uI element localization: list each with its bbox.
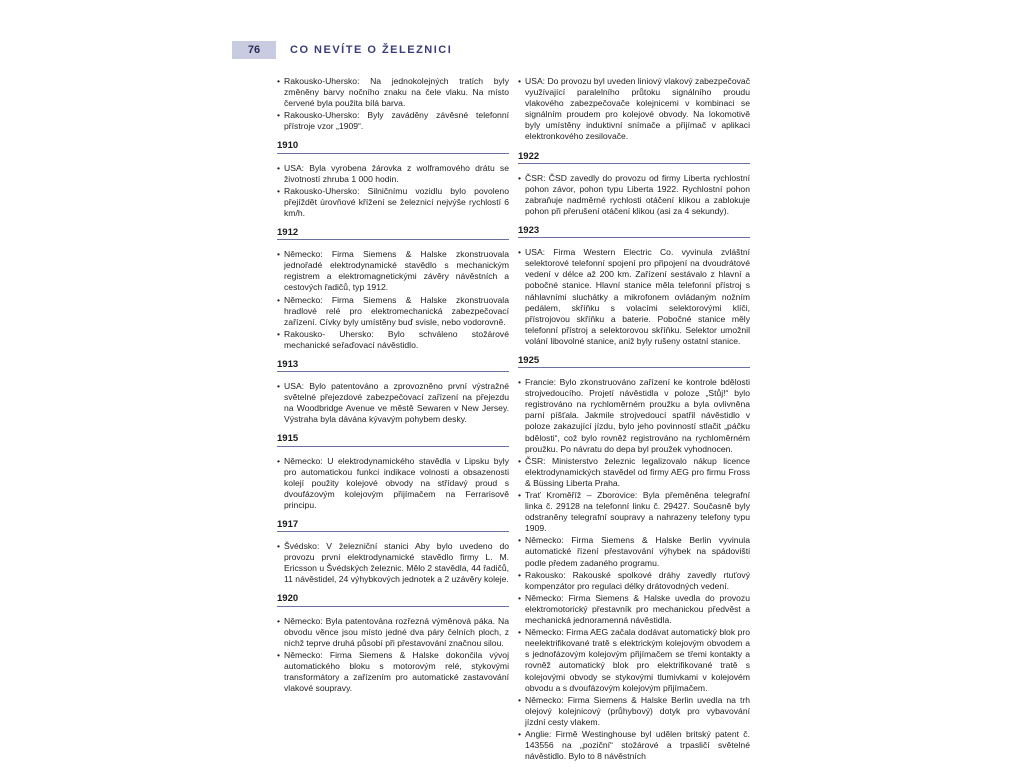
entry-list (277, 249, 509, 351)
year-section (277, 519, 509, 585)
entry-item (518, 627, 750, 694)
entry-text: • USA: Firma Western Electric Co. vyvinula zvláštní selektorové telefonní spojení pro připojení na dvoudrátové vedení v délce až 200 km. Zařízení sestávalo z hlavní a pobočné stanice. Hlavní stanice měla telefonní přístroj s náhlavními sluchátky a mikrofonem ovládaným nožním pedálem, skříňku s volacími selektorovými klíči, přístrojovou skříňku a baterie. Pobočné stanice měly telefonní přístroj a selektorovou skříňku. Selektor umožnil volání libovolné stanice, aniž byly rušeny ostatní stanice. (525, 247, 750, 346)
entry-text: • Německo: Firma Siemens & Halske zkonstruovala hradlové relé pro elektromechanická zabezpečovací zařízení. Cívky byly umístěny buď svisle, nebo vodorovně. (284, 294, 509, 327)
year-section (277, 593, 509, 694)
entry-text: • Rakousko-Uhersko: Na jednokolejných tratích byly změněny barvy nočního znaku na čele vlaku. Na místo červené byla použita bílá barva. (284, 76, 509, 109)
entry-item (518, 490, 750, 534)
entry-text: • ČSR: ČSD zavedly do provozu od firmy Liberta rychlostní pohon závor, pohon typu Liberta 1922. Rychlostní pohon zabraňuje nadměrné rychlosti otáčení klikou a zablokuje pohon při přerušení otáčení klikou (asi za 4 sekundy). (525, 172, 750, 216)
entry-item (518, 377, 750, 455)
entry-item (518, 729, 750, 762)
entry-item (518, 456, 750, 489)
entry-text: • Německo: Firma Siemens & Halske zkonstruovala jednořadé elektrodynamické stavědlo s mechanickým registrem a elektromagnetickými závěry návěstních a cestových řadičů, typ 1912. (284, 249, 509, 293)
entry-list (518, 377, 750, 762)
entry-item (518, 570, 750, 592)
year-heading: 1917 (277, 519, 509, 532)
entry-item (277, 456, 509, 511)
entry-text: • Francie: Bylo zkonstruováno zařízení ke kontrole bdělosti strojvedoucího. Projetí návěstidla v poloze „Stůj!“ bylo registrováno na rychloměrném proužku a byla ovlivněna parní píšťala. Jakmile strojvedoucí spatřil návěstidlo v poloze zakazující jízdu, bylo jeho povinností stlačit „páčku bdělosti“, což bylo rovněž registrováno na rychloměrném proužku. Po návratu do depa byl proužek vyhodnocen. (525, 377, 750, 454)
entry-list (518, 247, 750, 347)
entry-item (277, 186, 509, 219)
entry-list (277, 616, 509, 695)
entry-item (277, 329, 509, 351)
entry-text: • Německo: U elektrodynamického stavědla v Lipsku byly pro automatickou funkci indikace volnosti a obsazenosti kolejí použity kolejové obvody na střídavý proud s dvoufázovým kolejovým přijímačem na Ferrarisově principu. (284, 455, 509, 510)
entry-item (518, 535, 750, 568)
entry-text: • Rakousko-Uhersko: Byly zaváděny závěsné telefonní přístroje vzor „1909“. (284, 110, 509, 132)
entry-text: • Německo: Firma Siemens & Halske Berlin vyvinula automatické řízení přestavování výhybek na spádovišti podle předem zadaného programu. (525, 535, 750, 568)
entry-list (277, 381, 509, 425)
entry-text: • Rakousko: Rakouské spolkové dráhy zavedly rtuťový kompenzátor pro regulaci délky drátovodných vedení. (525, 569, 750, 591)
entry-list (277, 163, 509, 219)
year-heading: 1912 (277, 227, 509, 240)
entry-text: • Švédsko: V železniční stanici Aby bylo uvedeno do provozu první elektrodynamické stavědlo firmy L. M. Ericsson u Švédských železnic. Mělo 2 stavědla, 44 řadičů, 11 návěstidel, 24 výhybkových jednotek a 2 uzávěry koleje. (284, 541, 509, 585)
year-section (518, 225, 750, 347)
year-section (277, 76, 509, 132)
left-column (277, 76, 509, 695)
entry-item (277, 295, 509, 328)
entry-text: • Anglie: Firmě Westinghouse byl udělen britský patent č. 143556 na „poziční“ stožárové a trpasličí světelné návěstidlo. Bylo to 8 návěstních (525, 728, 750, 762)
entry-item (277, 110, 509, 132)
entry-item (277, 541, 509, 585)
entry-item (518, 695, 750, 728)
year-section (518, 76, 750, 143)
running-title: CO NEVÍTE O ŽELEZNICI (290, 44, 453, 56)
entry-item (277, 650, 509, 694)
year-section (518, 151, 750, 217)
year-heading: 1920 (277, 593, 509, 606)
entry-item (518, 173, 750, 217)
year-heading: 1923 (518, 225, 750, 238)
entry-text: • Rakousko- Uhersko: Bylo schváleno stožárové mechanické seřaďovací návěstidlo. (284, 328, 509, 350)
entry-item (518, 593, 750, 626)
entry-list (518, 173, 750, 217)
entry-text: • Německo: Firma Siemens & Halske uvedla do provozu elektromotorický přestavník pro mechanickou předvěst a mechanická jednoramenná návěstidla. (525, 592, 750, 626)
entry-text: • Německo: Firma AEG začala dodávat automatický blok pro neelektrifikované tratě s elektrickým kolejovým obvodem a s jednofázovým kolejovým přijímačem se třemi kontakty a rovněž automatický blok pro elektrifikované tratě s kolejovými obvody se stykovými tlumivkami v kolejovém obvodu a s dvoufázovým kolejovým přijímačem. (525, 627, 750, 693)
entry-item (277, 249, 509, 293)
entry-item (518, 247, 750, 347)
year-heading: 1922 (518, 151, 750, 164)
entry-list (277, 541, 509, 585)
entry-item (277, 163, 509, 185)
entry-text: • Rakousko-Uhersko: Silničnímu vozidlu bylo povoleno přejíždět úrovňové křížení se železnicí nejvýše rychlostí 6 km/h. (284, 185, 509, 218)
year-heading: 1915 (277, 433, 509, 446)
year-section (277, 140, 509, 219)
year-section (518, 355, 750, 762)
year-heading: 1925 (518, 355, 750, 368)
entry-item (277, 616, 509, 649)
year-heading: 1913 (277, 359, 509, 372)
entry-item (277, 381, 509, 425)
year-section (277, 227, 509, 351)
entry-list (277, 76, 509, 132)
page-number: 76 (232, 41, 276, 59)
entry-list (518, 76, 750, 143)
entry-list (277, 456, 509, 511)
right-column (518, 76, 750, 763)
entry-item (518, 76, 750, 143)
entry-text: • USA: Do provozu byl uveden liniový vlakový zabezpečovač využívající paralelního průtoku signálního proudu vlakového zabezpečovače kolejnicemi v kombinaci se signálním proudem pro kolejové obvody. Na lokomotivě byly umístěny induktivní snímače a přijímač v aplikaci elektronkového zesilovače. (525, 76, 750, 142)
year-heading: 1910 (277, 140, 509, 153)
entry-text: • Německo: Byla patentována rozřezná výměnová páka. Na obvodu věnce jsou místo jedné dva páry čelních ploch, z nichž teprve druhá působí při přestavování značnou silou. (284, 615, 509, 648)
year-section (277, 359, 509, 425)
entry-text: • Německo: Firma Siemens & Halske dokončila vývoj automatického bloku s motorovým relé, stykovými transformátory a zařízením pro automatické zastavování vlakové soupravy. (284, 649, 509, 694)
entry-text: • USA: Byla vyrobena žárovka z wolframového drátu se životností zhruba 1 000 hodin. (284, 162, 509, 184)
year-section (277, 433, 509, 511)
page-header (232, 41, 452, 59)
entry-item (277, 76, 509, 109)
entry-text: • USA: Bylo patentováno a zprovozněno první výstražné světelné přejezdové zabezpečovací zařízení na přejezdu na Woodbridge Avenue ve městě Sewaren v New Jersey. Výstraha byla dávána kývavým pohybem desky. (284, 381, 509, 425)
entry-text: • Německo: Firma Siemens & Halske Berlin uvedla na trh olejový kolejnicový (průhybový) dotyk pro vybavování jízdní cesty vlakem. (525, 694, 750, 727)
entry-text: • Trať Kroměříž – Zborovice: Byla přeměněna telegrafní linka č. 29128 na telefonní linku č. 29427. Současně byly odstraněny telegrafní soupravy a nahrazeny telefony typu 1909. (525, 490, 750, 534)
entry-text: • ČSR: Ministerstvo železnic legalizovalo nákup licence elektrodynamických stavědel od firmy AEG pro firmu Fross & Büssing Liberta Praha. (525, 455, 750, 488)
